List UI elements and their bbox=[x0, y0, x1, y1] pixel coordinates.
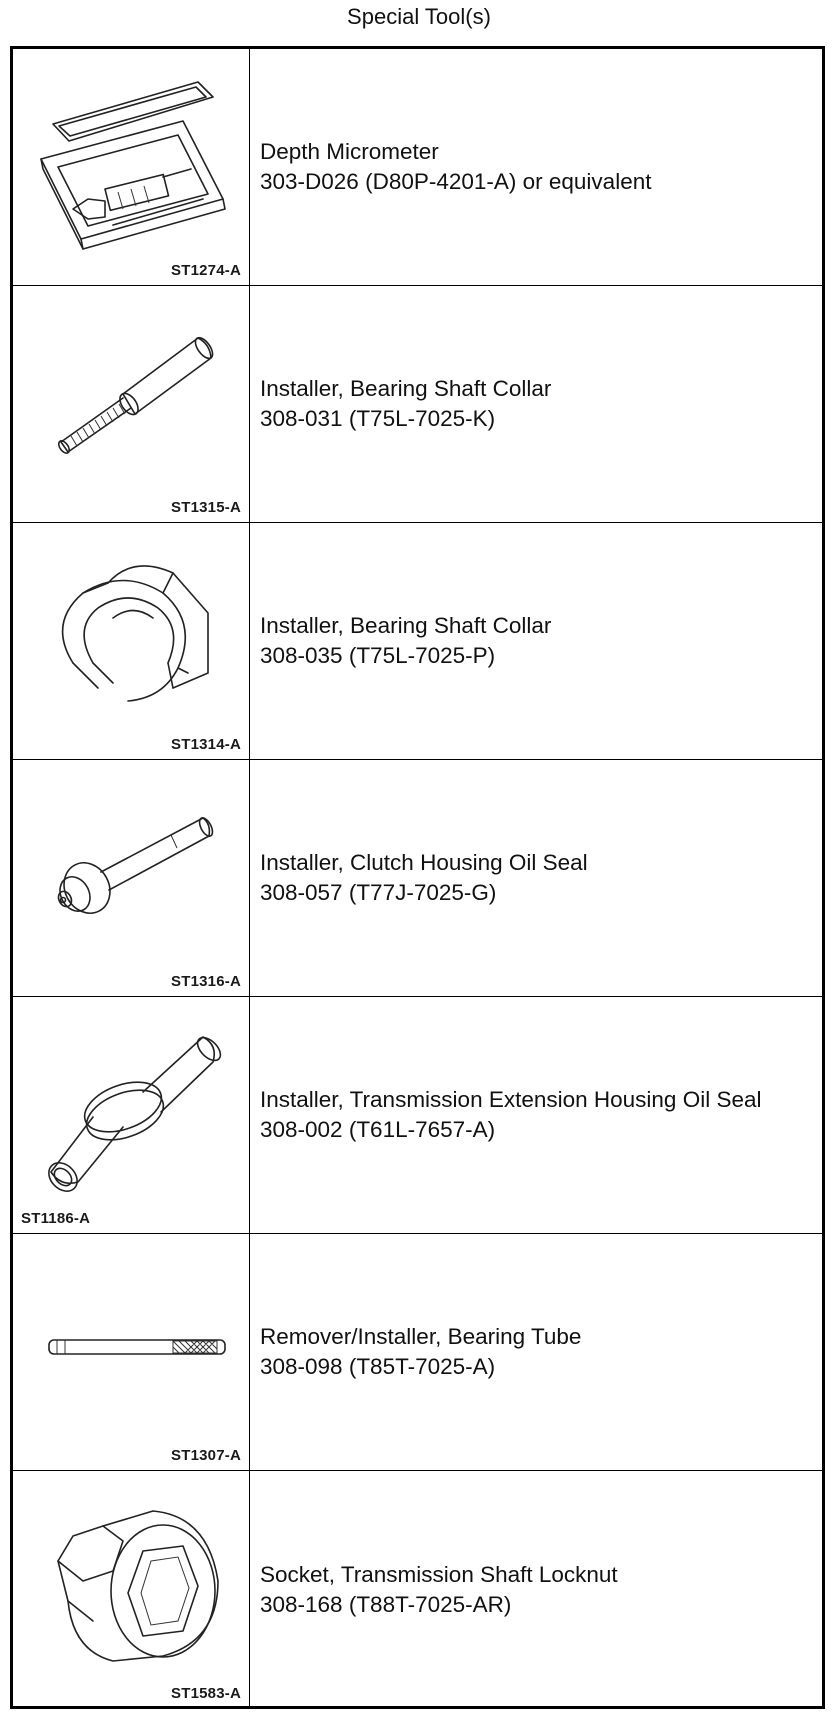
page-title: Special Tool(s) bbox=[347, 4, 491, 29]
bearing-shaft-collar-installer-icon bbox=[13, 286, 250, 523]
figure-id: ST1315-A bbox=[171, 499, 241, 516]
tool-row-bearing-shaft-collar-installer-1 bbox=[13, 286, 822, 523]
clutch-housing-oil-seal-installer-icon bbox=[13, 760, 250, 997]
figure-id: ST1274-A bbox=[171, 262, 241, 279]
tool-description bbox=[260, 1234, 818, 1470]
tool-image-cell bbox=[13, 760, 250, 996]
tool-row-shaft-locknut-socket bbox=[13, 1471, 822, 1708]
tool-description bbox=[260, 49, 818, 285]
tool-description bbox=[260, 997, 818, 1233]
tool-name: Installer, Transmission Extension Housing Oil Seal bbox=[260, 1087, 762, 1112]
tool-name: Socket, Transmission Shaft Locknut bbox=[260, 1561, 618, 1587]
figure-id: ST1186-A bbox=[21, 1210, 91, 1227]
tool-part-number: 308-168 (T88T-7025-AR) bbox=[260, 1591, 512, 1617]
tool-image-cell bbox=[13, 997, 250, 1233]
depth-micrometer-icon bbox=[13, 49, 250, 286]
extension-housing-oil-seal-installer-icon bbox=[13, 997, 250, 1234]
tool-description bbox=[260, 1471, 818, 1708]
tool-image-cell bbox=[13, 1471, 250, 1708]
tool-part-number: 308-057 (T77J-7025-G) bbox=[260, 880, 497, 905]
figure-id: ST1316-A bbox=[171, 973, 241, 990]
figure-id: ST1314-A bbox=[171, 736, 241, 753]
tool-image-cell bbox=[13, 49, 250, 285]
tool-row-depth-micrometer bbox=[13, 49, 822, 286]
tool-row-extension-housing-oil-seal-installer bbox=[13, 997, 822, 1234]
tool-part-number: 308-035 (T75L-7025-P) bbox=[260, 643, 496, 668]
tool-name: Installer, Bearing Shaft Collar bbox=[260, 613, 552, 638]
tool-part-number: 303-D026 (D80P-4201-A) or equivalent bbox=[260, 169, 652, 194]
tool-image-cell bbox=[13, 286, 250, 522]
tool-description bbox=[260, 286, 818, 522]
tool-image-cell bbox=[13, 1234, 250, 1470]
bearing-shaft-collar-installer-ring-icon bbox=[13, 523, 250, 760]
tool-image-cell bbox=[13, 523, 250, 759]
figure-id: ST1583-A bbox=[171, 1685, 241, 1702]
tool-description bbox=[260, 760, 818, 996]
shaft-locknut-socket-icon bbox=[13, 1471, 250, 1708]
tool-row-clutch-housing-oil-seal-installer bbox=[13, 760, 822, 997]
tool-row-bearing-tube-remover-installer bbox=[13, 1234, 822, 1471]
tool-name: Installer, Clutch Housing Oil Seal bbox=[260, 850, 588, 875]
tool-part-number: 308-031 (T75L-7025-K) bbox=[260, 406, 496, 431]
tool-part-number: 308-002 (T61L-7657-A) bbox=[260, 1117, 496, 1142]
tool-part-number: 308-098 (T85T-7025-A) bbox=[260, 1354, 496, 1379]
figure-id: ST1307-A bbox=[171, 1447, 241, 1464]
tool-name: Depth Micrometer bbox=[260, 139, 439, 164]
tool-description bbox=[260, 523, 818, 759]
special-tools-table bbox=[10, 46, 825, 1709]
tool-name: Remover/Installer, Bearing Tube bbox=[260, 1324, 582, 1349]
bearing-tube-remover-installer-icon bbox=[13, 1234, 250, 1471]
tool-row-bearing-shaft-collar-installer-2 bbox=[13, 523, 822, 760]
tool-name: Installer, Bearing Shaft Collar bbox=[260, 376, 552, 401]
